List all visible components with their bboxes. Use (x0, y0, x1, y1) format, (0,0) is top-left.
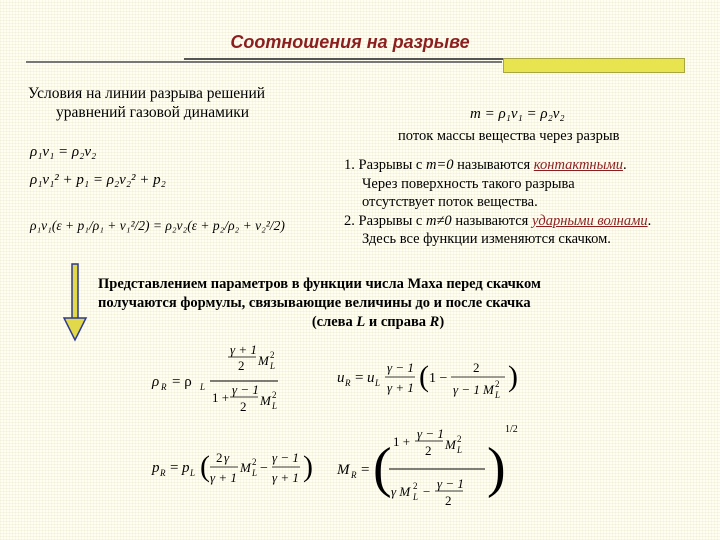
svg-text:L: L (190, 468, 196, 478)
list-item-2: 2. Разрывы с m≠0 называются ударными волнами. (344, 212, 652, 229)
svg-text:1 +: 1 + (393, 434, 411, 449)
intro-line-2: уравнений газовой динамики (56, 104, 250, 121)
svg-text:2: 2 (445, 493, 452, 508)
svg-text:ρ: ρ (152, 374, 160, 390)
term-contact: контактными (533, 157, 623, 173)
mass-flux-equation: m = ρ₁v₁ = ρ₂v₂ (470, 106, 565, 122)
mach-description: Представлением параметров в функции числа Маха перед скачком получаются формулы, связывающие величины до и после скачка (слева L и справа R) (98, 276, 541, 330)
svg-text:= ρ: = ρ (172, 374, 192, 390)
svg-text:R: R (161, 382, 167, 392)
svg-text:=: = (170, 460, 179, 476)
svg-text:): ) (508, 360, 518, 393)
svg-text:γ: γ (224, 450, 230, 465)
intro-line-1: Условия на линии разрыва решений (28, 85, 266, 102)
svg-text:): ) (303, 450, 313, 483)
slide-title: Соотношения на разрыве (230, 32, 470, 52)
svg-text:u: u (367, 370, 375, 386)
svg-text:L: L (457, 445, 463, 455)
svg-text:M: M (260, 393, 271, 408)
list-item-1: 1. Разрывы с m=0 называются контактными. (344, 157, 627, 173)
svg-text:−: − (423, 484, 431, 499)
svg-text:(: ( (200, 450, 210, 483)
svg-text:L: L (270, 361, 276, 371)
svg-text:): ) (487, 437, 506, 499)
svg-text:γ + 1: γ + 1 (272, 470, 299, 485)
svg-text:2: 2 (425, 443, 432, 458)
svg-text:2: 2 (457, 434, 462, 444)
svg-text:γ − 1: γ − 1 (417, 426, 444, 441)
svg-text:=: = (361, 462, 370, 478)
svg-text:p: p (152, 460, 160, 476)
mass-flux-caption: поток массы вещества через разрыв (398, 128, 620, 144)
svg-text:(: ( (373, 437, 392, 499)
svg-text:M: M (337, 462, 350, 478)
conservation-equations (28, 142, 328, 252)
svg-text:γ − 1: γ − 1 (232, 382, 259, 397)
svg-text:R: R (351, 470, 357, 480)
svg-text:L: L (495, 390, 501, 400)
down-arrow-icon (60, 262, 90, 342)
svg-text:R: R (345, 378, 351, 388)
formula-velocity (335, 350, 525, 410)
formula-density (150, 340, 320, 420)
svg-text:L: L (272, 401, 278, 411)
svg-text:=: = (355, 370, 364, 386)
svg-text:γ M: γ M (391, 484, 411, 499)
svg-text:M: M (240, 460, 251, 475)
formula-pressure (150, 440, 330, 500)
svg-text:2: 2 (270, 350, 275, 360)
svg-text:(: ( (419, 360, 429, 393)
svg-text:R: R (160, 468, 166, 478)
equation-mass: ρ₁v₁ = ρ₂v₂ (30, 144, 97, 160)
svg-text:L: L (200, 382, 206, 392)
svg-text:1 −: 1 − (429, 371, 448, 386)
svg-text:2: 2 (238, 358, 245, 373)
svg-text:γ + 1: γ + 1 (230, 342, 257, 357)
svg-text:2: 2 (413, 481, 418, 491)
svg-text:2: 2 (216, 450, 223, 465)
svg-text:u: u (337, 370, 345, 386)
svg-text:2: 2 (272, 390, 277, 400)
equation-energy: ρ₁v₁(ε + p₁/ρ₁ + v₁²/2) = ρ₂v₂(ε + p₂/ρ₂ + v₂²/2) (30, 218, 285, 233)
svg-text:γ − 1: γ − 1 (453, 382, 480, 397)
svg-text:M: M (483, 382, 494, 397)
svg-text:γ − 1: γ − 1 (272, 450, 299, 465)
svg-text:γ + 1: γ + 1 (387, 380, 414, 395)
svg-text:L: L (413, 492, 419, 502)
svg-text:γ − 1: γ − 1 (437, 476, 464, 491)
svg-text:M: M (445, 437, 456, 452)
intro-text (28, 84, 358, 122)
svg-text:M: M (258, 353, 269, 368)
svg-text:2: 2 (473, 360, 480, 375)
svg-text:γ + 1: γ + 1 (210, 470, 237, 485)
svg-text:L: L (375, 378, 381, 388)
svg-text:2: 2 (495, 379, 500, 389)
formula-mach (335, 420, 525, 520)
title-underline (184, 58, 504, 60)
svg-text:−: − (260, 461, 268, 476)
divider-line (26, 61, 502, 63)
discontinuity-types: 1. Разрывы с m=0 называются контактными. Через поверхность такого разрыва отсутствует поток вещества. 2. Разрывы с m≠0 называются ударными волнами. Здесь все функции изменяются скачком. (344, 156, 716, 249)
svg-text:2: 2 (240, 399, 247, 414)
svg-text:1 +: 1 + (212, 390, 230, 405)
svg-text:2: 2 (252, 457, 257, 467)
svg-text:γ − 1: γ − 1 (387, 360, 414, 375)
svg-text:1/2: 1/2 (505, 424, 518, 435)
accent-box (503, 58, 685, 73)
term-shock: ударными волнами (531, 212, 648, 229)
svg-text:p: p (182, 460, 190, 476)
equation-momentum: ρ₁v₁² + p₁ = ρ₂v₂² + p₂ (30, 172, 166, 188)
svg-text:L: L (252, 468, 258, 478)
